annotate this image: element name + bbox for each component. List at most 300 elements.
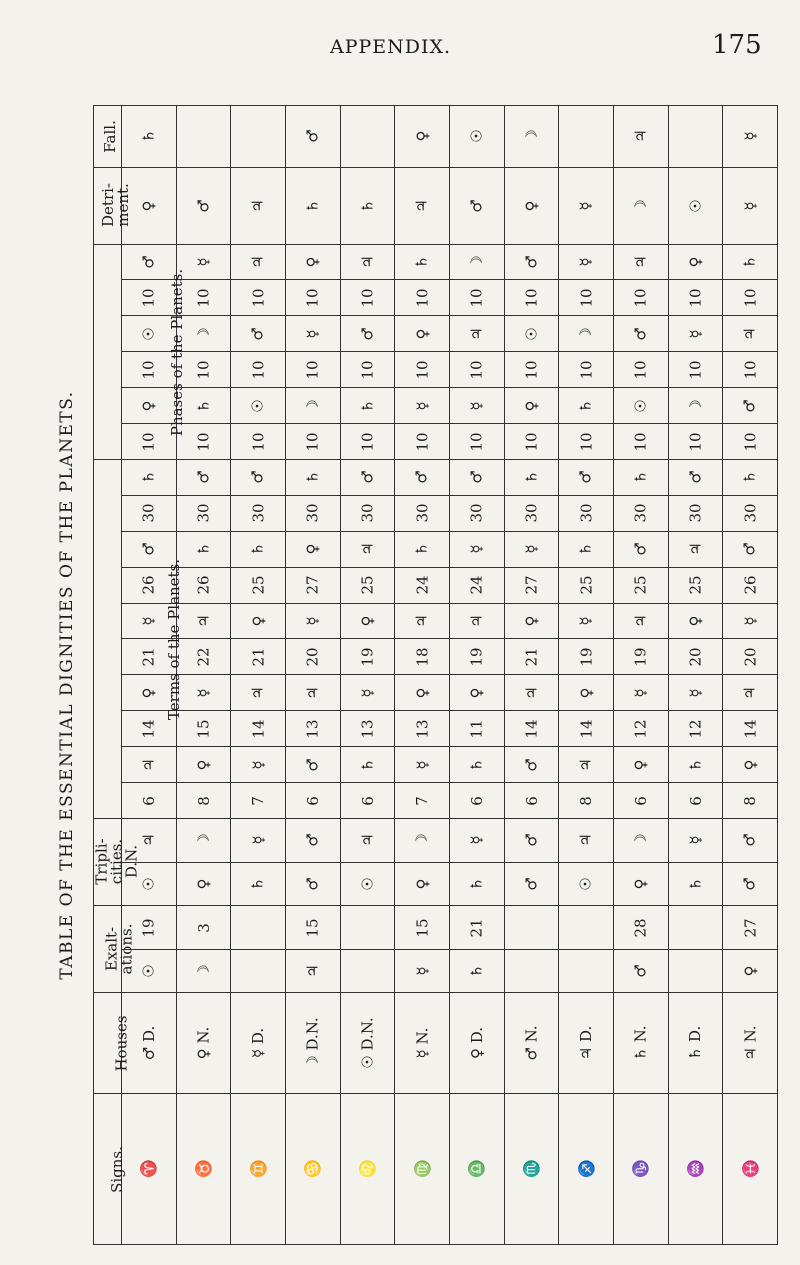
- triplicities-cell-text: ☉: [139, 877, 158, 891]
- terms-cell: [231, 675, 286, 711]
- exaltations-cell-text: 28: [631, 917, 650, 938]
- houses-cell-text: ☉ D.N.: [358, 1017, 377, 1069]
- triplicities-cell: [723, 862, 778, 906]
- terms-cell: [176, 531, 231, 567]
- terms-row: [94, 531, 778, 567]
- phases-cell: [723, 280, 778, 316]
- phases-cell-text: ♃: [358, 255, 377, 269]
- phases-cell: [231, 388, 286, 424]
- phases-cell: [231, 352, 286, 388]
- phases-cell: [449, 388, 504, 424]
- terms-cell-text: ♂: [413, 470, 432, 485]
- phases-cell-text: 10: [577, 360, 596, 380]
- phases-cell-text: ☿: [303, 329, 322, 339]
- page-header: [0, 28, 800, 68]
- houses-cell: [668, 993, 723, 1093]
- fall-cell: [449, 106, 504, 168]
- triplicities-cell-text: ♄: [249, 877, 268, 891]
- terms-cell-text: 26: [139, 575, 158, 595]
- triplicities-cell-text: ☉: [577, 877, 596, 891]
- triplicities-cell-text: ♀: [194, 878, 213, 890]
- terms-cell-text: ♀: [577, 687, 596, 699]
- phases-cell-text: 10: [413, 360, 432, 380]
- fall-cell: [395, 106, 450, 168]
- detriment-cell: [449, 167, 504, 244]
- exaltations-cell: [613, 949, 668, 993]
- detriment-cell: [723, 167, 778, 244]
- phases-cell: [613, 316, 668, 352]
- triplicities-cell: [340, 819, 395, 863]
- phases-cell-text: ♀: [413, 328, 432, 340]
- terms-cell-text: ☿: [303, 616, 322, 626]
- phases-cell: [613, 244, 668, 280]
- terms-cell: [723, 495, 778, 531]
- houses-cell-text: ♂ N.: [522, 1025, 541, 1061]
- terms-cell-text: ☿: [358, 688, 377, 698]
- signs-cell: [723, 1093, 778, 1245]
- exaltations-cell: [395, 906, 450, 950]
- detriment-cell-text: ♀: [522, 200, 541, 212]
- detriment-cell: [231, 167, 286, 244]
- phases-cell-text: 10: [741, 431, 760, 452]
- exaltations-row: [94, 949, 778, 993]
- fall-cell-text: ♂: [303, 129, 322, 144]
- terms-cell-text: 13: [413, 719, 432, 739]
- terms-cell: [668, 567, 723, 603]
- terms-cell-text: 20: [303, 647, 322, 667]
- terms-cell-text: 14: [577, 719, 596, 739]
- terms-cell-text: ♃: [522, 686, 541, 700]
- phases-cell-text: ☉: [522, 327, 541, 341]
- phases-cell-text: 10: [413, 431, 432, 452]
- signs-title: [94, 1093, 126, 1245]
- terms-cell: [340, 459, 395, 495]
- triplicities-cell-text: ♃: [577, 833, 596, 848]
- phases-cell-text: ☿: [577, 257, 596, 267]
- terms-cell: [723, 567, 778, 603]
- exaltations-cell: [231, 906, 286, 950]
- terms-cell: [723, 747, 778, 783]
- signs-cell-text: ♏: [522, 1159, 541, 1179]
- triplicities-cell-text: ☽: [194, 833, 213, 848]
- phases-cell: [504, 424, 559, 460]
- exaltations-cell: [504, 949, 559, 993]
- terms-cell-text: 6: [686, 795, 705, 806]
- triplicities-title: [92, 819, 141, 906]
- terms-row: [94, 495, 778, 531]
- terms-cell: [559, 639, 614, 675]
- phases-cell: [395, 352, 450, 388]
- terms-cell: [395, 495, 450, 531]
- terms-cell-text: ♃: [358, 542, 377, 556]
- signs-cell-text: ♐: [577, 1159, 596, 1179]
- signs-cell: [176, 1093, 231, 1245]
- phases-cell: [395, 244, 450, 280]
- terms-cell-text: ♄: [249, 542, 268, 556]
- table-title: TABLE OF THE ESSENTIAL DIGNITIES OF THE PLANETS.: [57, 390, 77, 980]
- phases-cell-text: ☽: [194, 327, 213, 341]
- fall-title-text: Fall.: [100, 120, 119, 154]
- fall-cell-text: ♀: [413, 130, 432, 142]
- exaltations-cell: [176, 949, 231, 993]
- triplicities-cell-text: ☽: [413, 833, 432, 848]
- phases-cell-text: ♀: [303, 256, 322, 268]
- terms-cell: [613, 783, 668, 819]
- triplicities-cell-text: ☽: [631, 833, 650, 848]
- signs-cell: [449, 1093, 504, 1245]
- phases-cell-text: ☿: [194, 257, 213, 267]
- terms-cell-text: ♃: [194, 614, 213, 628]
- phases-cell: [723, 424, 778, 460]
- terms-cell: [559, 783, 614, 819]
- terms-cell: [723, 639, 778, 675]
- detriment-cell: [176, 167, 231, 244]
- terms-cell: [668, 495, 723, 531]
- terms-cell-text: 18: [413, 647, 432, 667]
- phases-cell-text: 10: [249, 288, 268, 308]
- terms-cell: [176, 459, 231, 495]
- terms-cell-text: 20: [741, 647, 760, 667]
- detriment-cell: [668, 167, 723, 244]
- terms-cell-text: ♃: [686, 542, 705, 556]
- terms-cell: [395, 783, 450, 819]
- signs-cell: [559, 1093, 614, 1245]
- terms-cell-text: ♄: [741, 470, 760, 485]
- terms-cell-text: 22: [194, 647, 213, 667]
- terms-cell-text: 30: [194, 503, 213, 523]
- triplicities-cell: [449, 862, 504, 906]
- phases-cell: [668, 352, 723, 388]
- terms-cell-text: ♀: [686, 615, 705, 627]
- phases-cell: [668, 424, 723, 460]
- triplicities-cell-text: ♃: [358, 833, 377, 848]
- terms-cell-text: ♃: [139, 757, 158, 772]
- houses-cell-text: ♄ D.: [686, 1025, 705, 1061]
- terms-cell: [231, 531, 286, 567]
- fall-cell: [231, 106, 286, 168]
- terms-cell: [559, 459, 614, 495]
- terms-cell: [559, 531, 614, 567]
- terms-cell-text: ♀: [358, 615, 377, 627]
- exaltations-cell-text: ♄: [467, 964, 486, 978]
- phases-cell: [559, 388, 614, 424]
- terms-cell: [723, 783, 778, 819]
- fall-cell-text: ☽: [522, 129, 541, 144]
- terms-cell-text: ♃: [577, 757, 596, 772]
- triplicities-title-text: Tripli- cities. D.N.: [92, 838, 141, 885]
- phases-cell-text: ♂: [139, 255, 158, 269]
- terms-cell-text: ♀: [741, 759, 760, 771]
- terms-cell: [613, 459, 668, 495]
- phases-cell-text: ☽: [467, 255, 486, 269]
- terms-cell-text: ♀: [249, 615, 268, 627]
- terms-cell: [395, 531, 450, 567]
- exaltations-cell-text: ☉: [139, 964, 158, 978]
- terms-cell: [176, 603, 231, 639]
- terms-cell: [559, 747, 614, 783]
- phases-cell-text: ♀: [139, 400, 158, 412]
- terms-cell: [122, 783, 177, 819]
- phases-cell: [613, 352, 668, 388]
- terms-cell-text: ♃: [249, 686, 268, 700]
- exaltations-cell: [723, 906, 778, 950]
- houses-cell: [613, 993, 668, 1093]
- phases-cell-text: ☉: [249, 398, 268, 413]
- terms-cell-text: ♄: [194, 542, 213, 556]
- terms-cell-text: 30: [139, 503, 158, 523]
- signs-cell-text: ♉: [194, 1159, 213, 1179]
- detriment-cell: [395, 167, 450, 244]
- terms-cell-text: ☿: [577, 616, 596, 626]
- terms-cell-text: 6: [303, 795, 322, 806]
- terms-cell-text: 30: [577, 503, 596, 523]
- detriment-cell-text: ☉: [686, 198, 705, 213]
- phases-cell-text: 10: [303, 288, 322, 308]
- phases-cell: [504, 316, 559, 352]
- signs-cell: [668, 1093, 723, 1245]
- exaltations-cell: [395, 949, 450, 993]
- signs-cell-text: ♎: [467, 1159, 486, 1179]
- terms-cell-text: 26: [194, 575, 213, 595]
- terms-cell-text: ♂: [358, 470, 377, 485]
- fall-cell: [176, 106, 231, 168]
- terms-cell-text: ♂: [577, 470, 596, 485]
- terms-cell: [176, 639, 231, 675]
- signs-cell: [613, 1093, 668, 1245]
- terms-cell: [613, 495, 668, 531]
- phases-cell: [668, 280, 723, 316]
- terms-row: [94, 783, 778, 819]
- houses-cell: [504, 993, 559, 1093]
- terms-cell-text: 12: [686, 719, 705, 739]
- houses-cell: [231, 993, 286, 1093]
- phases-cell-text: ☉: [631, 398, 650, 413]
- triplicities-cell: [613, 819, 668, 863]
- phases-cell: [613, 388, 668, 424]
- phases-cell: [395, 388, 450, 424]
- phases-cell-text: ☉: [139, 327, 158, 341]
- terms-cell-text: 24: [413, 575, 432, 595]
- phases-cell: [613, 424, 668, 460]
- terms-cell: [723, 531, 778, 567]
- phases-cell-text: ♂: [249, 327, 268, 341]
- exaltations-cell-text: 21: [467, 917, 486, 938]
- triplicities-cell: [559, 862, 614, 906]
- phases-cell: [285, 388, 340, 424]
- exaltations-cell: [504, 906, 559, 950]
- phases-cell-text: 10: [249, 431, 268, 452]
- exaltations-cell: [176, 906, 231, 950]
- houses-cell-text: ☽ D.N.: [303, 1017, 322, 1069]
- phases-cell-text: 10: [631, 288, 650, 308]
- terms-cell-text: ♃: [631, 614, 650, 628]
- phases-cell-text: 10: [249, 360, 268, 380]
- terms-cell: [449, 747, 504, 783]
- terms-cell-text: 6: [522, 795, 541, 806]
- terms-row: [94, 675, 778, 711]
- exaltations-cell-text: 27: [741, 917, 760, 938]
- signs-cell: [504, 1093, 559, 1245]
- terms-cell-text: 30: [249, 503, 268, 523]
- signs-cell-text: ♋: [303, 1159, 322, 1179]
- terms-row: [94, 603, 778, 639]
- triplicities-cell: [449, 819, 504, 863]
- houses-cell-text: ♂ D.: [139, 1025, 158, 1061]
- terms-cell: [504, 783, 559, 819]
- detriment-cell-text: ♄: [358, 198, 377, 213]
- terms-cell: [340, 675, 395, 711]
- terms-cell-text: 25: [249, 575, 268, 595]
- terms-cell: [723, 711, 778, 747]
- triplicities-cell: [231, 819, 286, 863]
- exaltations-cell-text: ☽: [194, 964, 213, 978]
- detriment-cell-text: ♀: [139, 200, 158, 212]
- phases-cell-text: 10: [522, 431, 541, 452]
- terms-cell-text: 13: [358, 719, 377, 739]
- triplicities-cell-text: ☿: [686, 835, 705, 845]
- exaltations-cell-text: ♂: [631, 964, 650, 978]
- triplicities-cell-text: ♂: [522, 833, 541, 848]
- terms-cell-text: 6: [631, 795, 650, 806]
- phases-cell: [723, 388, 778, 424]
- phases-cell: [668, 388, 723, 424]
- phases-cell: [668, 244, 723, 280]
- phases-cell-text: ♄: [413, 255, 432, 269]
- triplicities-cell: [559, 819, 614, 863]
- terms-cell-text: 24: [467, 575, 486, 595]
- phases-row: [94, 280, 778, 316]
- phases-cell: [449, 424, 504, 460]
- phases-cell-text: 10: [577, 431, 596, 452]
- phases-cell-text: ☿: [413, 400, 432, 411]
- phases-cell-text: 10: [358, 360, 377, 380]
- detriment-cell: [613, 167, 668, 244]
- exaltations-cell-text: ☿: [413, 966, 432, 976]
- phases-cell-text: 10: [577, 288, 596, 308]
- triplicities-cell: [668, 819, 723, 863]
- terms-cell: [231, 459, 286, 495]
- terms-cell: [395, 711, 450, 747]
- phases-cell-text: ☿: [686, 329, 705, 339]
- terms-cell-text: 30: [358, 503, 377, 523]
- triplicities-cell-text: ♂: [303, 877, 322, 891]
- terms-cell-text: 7: [413, 795, 432, 806]
- terms-cell: [285, 495, 340, 531]
- phases-cell-text: ♄: [194, 398, 213, 413]
- phases-cell: [285, 352, 340, 388]
- terms-cell-text: ♃: [467, 614, 486, 628]
- terms-cell: [723, 603, 778, 639]
- terms-cell-text: ♂: [741, 542, 760, 556]
- terms-cell: [504, 495, 559, 531]
- signs-cell: [395, 1093, 450, 1245]
- triplicities-cell: [613, 862, 668, 906]
- triplicities-cell: [231, 862, 286, 906]
- terms-cell: [285, 531, 340, 567]
- terms-cell: [449, 567, 504, 603]
- triplicities-cell-text: ♂: [741, 833, 760, 848]
- phases-cell: [340, 280, 395, 316]
- phases-cell-text: 10: [467, 360, 486, 380]
- triplicities-cell-text: ♀: [413, 878, 432, 890]
- exaltations-cell-text: ♀: [741, 965, 760, 977]
- detriment-cell-text: ☿: [577, 200, 596, 211]
- phases-cell: [395, 280, 450, 316]
- triplicities-cell-text: ♂: [522, 877, 541, 891]
- terms-cell-text: 21: [522, 647, 541, 667]
- terms-cell-text: 25: [686, 575, 705, 595]
- phases-cell: [395, 316, 450, 352]
- phases-cell: [449, 244, 504, 280]
- terms-cell: [176, 747, 231, 783]
- exaltations-cell: [231, 949, 286, 993]
- terms-cell: [613, 567, 668, 603]
- terms-cell-text: ♀: [139, 687, 158, 699]
- terms-cell-text: 19: [358, 647, 377, 667]
- terms-cell: [504, 567, 559, 603]
- terms-cell: [395, 747, 450, 783]
- phases-cell-text: 10: [686, 431, 705, 452]
- detriment-cell: [285, 167, 340, 244]
- detriment-cell-text: ♂: [194, 198, 213, 213]
- terms-row: [94, 711, 778, 747]
- terms-cell: [340, 711, 395, 747]
- terms-cell-text: ♃: [741, 686, 760, 700]
- phases-cell: [340, 388, 395, 424]
- terms-cell-text: 19: [577, 647, 596, 667]
- terms-cell-text: 8: [194, 795, 213, 806]
- terms-cell: [285, 639, 340, 675]
- triplicities-cell-text: ☿: [249, 835, 268, 845]
- phases-cell-text: 10: [194, 431, 213, 452]
- phases-title-text: Phases of the Planets.: [168, 268, 187, 436]
- phases-cell-text: ☽: [303, 398, 322, 413]
- phases-cell-text: 10: [467, 431, 486, 452]
- terms-cell-text: 14: [522, 719, 541, 739]
- terms-cell: [613, 603, 668, 639]
- phases-cell: [285, 424, 340, 460]
- terms-cell-text: 25: [631, 575, 650, 595]
- exaltations-cell-text: 19: [139, 917, 158, 938]
- triplicities-cell: [395, 862, 450, 906]
- phases-cell-text: ☽: [686, 398, 705, 413]
- detriment-cell-text: ♃: [413, 198, 432, 213]
- terms-cell: [395, 459, 450, 495]
- terms-cell: [559, 495, 614, 531]
- terms-cell-text: 30: [686, 503, 705, 523]
- terms-cell: [504, 639, 559, 675]
- detriment-cell: [340, 167, 395, 244]
- phases-cell-text: ♀: [686, 256, 705, 268]
- terms-cell-text: ♃: [413, 614, 432, 628]
- terms-cell: [231, 747, 286, 783]
- signs-cell-text: ♒: [686, 1159, 705, 1179]
- exaltations-cell: [449, 949, 504, 993]
- exaltations-cell: [449, 906, 504, 950]
- terms-cell: [559, 603, 614, 639]
- phases-cell: [395, 424, 450, 460]
- terms-cell: [340, 747, 395, 783]
- phases-cell-text: ♃: [467, 327, 486, 341]
- terms-cell-text: ☿: [413, 760, 432, 770]
- terms-cell-text: ♂: [522, 757, 541, 772]
- triplicities-cell: [395, 819, 450, 863]
- fall-cell: [668, 106, 723, 168]
- phases-cell: [723, 316, 778, 352]
- detriment-cell-text: ♂: [467, 198, 486, 213]
- terms-cell: [285, 747, 340, 783]
- exaltations-title-text: Exalt- ations.: [102, 923, 136, 975]
